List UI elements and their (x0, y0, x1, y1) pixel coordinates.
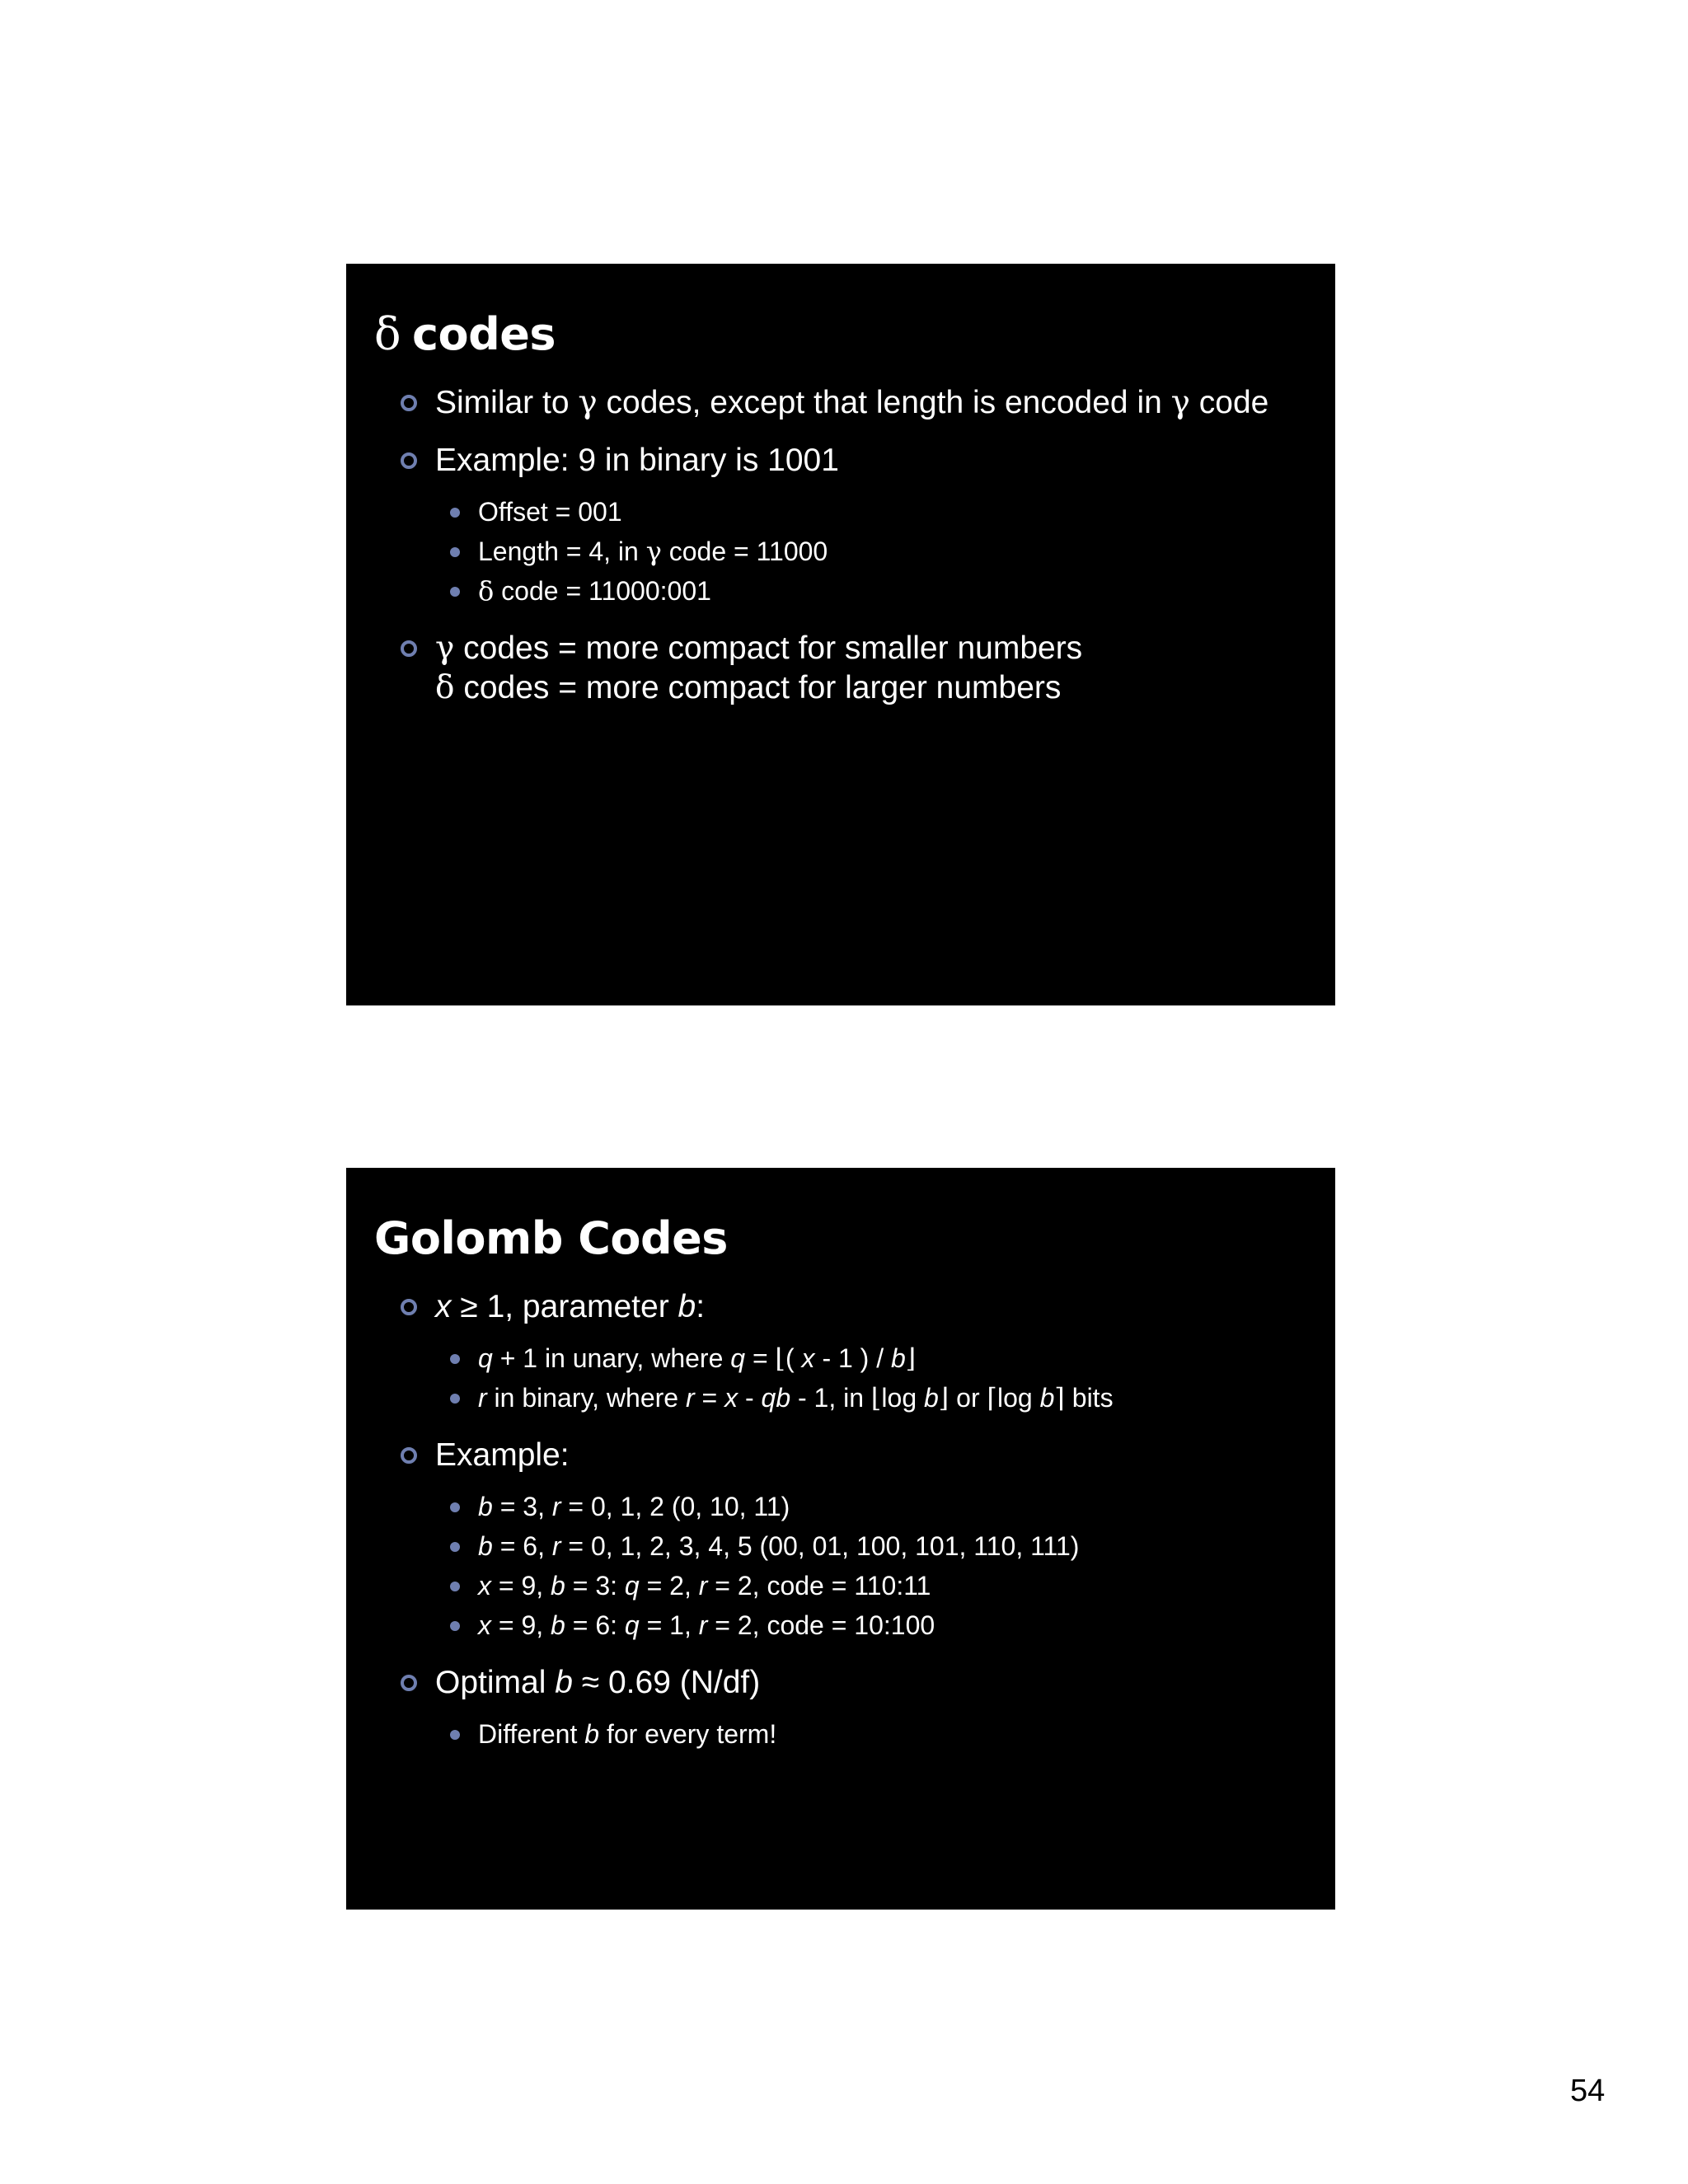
text: Example: 9 in binary is 1001 (435, 443, 839, 479)
text: Example: (435, 1437, 570, 1474)
circle-bullet-icon (401, 1299, 417, 1315)
dot-bullet-icon (450, 1730, 460, 1740)
var-b: b (478, 1492, 493, 1522)
page-number: 54 (1570, 2074, 1606, 2108)
slide-title (374, 309, 1335, 360)
var-x: x (478, 1610, 491, 1641)
var-b: b (678, 1289, 696, 1325)
var-r: r (698, 1610, 708, 1641)
text: = 6, (492, 1531, 552, 1562)
text: - 1, in (790, 1383, 871, 1413)
bullet-example (374, 441, 1335, 611)
sub-bullet-list (435, 492, 1335, 611)
text: = 3, (492, 1492, 552, 1522)
bullet-parameter (374, 1287, 1335, 1418)
sub-bullet-delta-code (374, 571, 1335, 611)
text: = 1, (639, 1610, 699, 1641)
gamma-symbol: γ (1170, 384, 1190, 422)
title-text: codes (412, 308, 556, 360)
text: Similar to (435, 385, 579, 421)
delta-symbol: δ (374, 308, 401, 360)
text: ≈ 0.69 (N/df) (572, 1665, 761, 1701)
text: = 2, code = 110:11 (707, 1571, 931, 1601)
circle-bullet-icon (401, 395, 417, 411)
circle-bullet-icon (401, 1447, 417, 1464)
text: = (694, 1383, 725, 1413)
text: for every term! (599, 1719, 777, 1750)
text: = 2, (639, 1571, 699, 1601)
var-b: b (1039, 1383, 1055, 1413)
slide-title: Golomb Codes (374, 1212, 728, 1264)
circle-bullet-icon (401, 640, 417, 657)
text: Length = 4, in (478, 537, 646, 567)
var-x: x (801, 1343, 815, 1374)
dot-bullet-icon (450, 1354, 460, 1364)
text: log (881, 1383, 924, 1413)
text: = 9, (491, 1610, 551, 1641)
text: code = 11000:001 (494, 576, 711, 607)
circle-bullet-icon (401, 452, 417, 469)
var-q: q (730, 1343, 746, 1374)
text: code (1189, 385, 1269, 421)
text: = 3: (565, 1571, 625, 1601)
floor-left-symbol: ⌊ (870, 1382, 882, 1414)
text: : (696, 1289, 706, 1325)
var-qb: qb (761, 1383, 791, 1413)
dot-bullet-icon (450, 1542, 460, 1552)
text: + 1 in unary, where (492, 1343, 731, 1374)
text: Offset = 001 (478, 497, 622, 527)
dot-bullet-icon (450, 1621, 460, 1631)
text: log (997, 1383, 1040, 1413)
sub-bullet-example-2 (374, 1526, 1335, 1566)
text: ( (785, 1343, 802, 1374)
text: = 6: (565, 1610, 625, 1641)
var-r: r (478, 1383, 487, 1413)
sub-bullet-unary (374, 1338, 1335, 1378)
var-b: b (551, 1571, 565, 1601)
var-b: b (478, 1531, 493, 1562)
var-b: b (551, 1610, 565, 1641)
sub-bullet-length (374, 532, 1335, 571)
comparison-line-1 (435, 629, 1335, 668)
dot-bullet-icon (450, 1582, 460, 1591)
sub-bullet-list (435, 1487, 1335, 1645)
sub-bullet-list (435, 1338, 1335, 1418)
bullet-list (374, 1287, 1335, 1754)
var-x: x (724, 1383, 738, 1413)
bullet-comparison (374, 629, 1335, 708)
dot-bullet-icon (450, 547, 460, 557)
dot-bullet-icon (450, 1502, 460, 1512)
text: Optimal (435, 1665, 556, 1701)
var-b: b (584, 1719, 600, 1750)
text: bits (1064, 1383, 1114, 1413)
gamma-symbol: γ (435, 630, 455, 668)
var-x: x (435, 1289, 452, 1325)
sub-bullet-different-b (374, 1714, 1335, 1754)
ceil-left-symbol: ⌈ (987, 1382, 997, 1414)
sub-bullet-example-4 (374, 1605, 1335, 1645)
text: = 2, code = 10:100 (707, 1610, 935, 1641)
dot-bullet-icon (450, 587, 460, 597)
var-r: r (551, 1531, 561, 1562)
var-b: b (924, 1383, 939, 1413)
slide-golomb-codes (346, 1168, 1335, 1910)
ceil-right-symbol: ⌉ (1054, 1382, 1065, 1414)
var-q: q (478, 1343, 493, 1374)
circle-bullet-icon (401, 1675, 417, 1691)
var-r: r (698, 1571, 708, 1601)
text: = 9, (491, 1571, 551, 1601)
delta-symbol: δ (478, 575, 495, 607)
bullet-similar (374, 383, 1335, 423)
sub-bullet-binary (374, 1378, 1335, 1418)
floor-left-symbol: ⌊ (775, 1343, 785, 1375)
text: = 0, 1, 2, 3, 4, 5 (00, 01, 100, 101, 110, 111) (560, 1531, 1080, 1562)
text: ≥ 1, parameter (451, 1289, 678, 1325)
text: = (745, 1343, 776, 1374)
bullet-example (374, 1436, 1335, 1645)
gamma-symbol: γ (645, 536, 662, 568)
sub-bullet-example-1 (374, 1487, 1335, 1526)
comparison-line-2 (435, 668, 1335, 708)
bullet-list (374, 383, 1335, 708)
sub-bullet-list (435, 1714, 1335, 1754)
text: codes, except that length is encoded in (597, 385, 1171, 421)
sub-bullet-offset (374, 492, 1335, 532)
floor-right-symbol: ⌋ (938, 1382, 950, 1414)
text: = 0, 1, 2 (0, 10, 11) (560, 1492, 790, 1522)
text: codes = more compact for smaller numbers (454, 630, 1083, 667)
text: - (738, 1383, 762, 1413)
slide-delta-codes (346, 264, 1335, 1005)
var-r: r (685, 1383, 695, 1413)
text: in binary, where (486, 1383, 686, 1413)
var-q: q (624, 1571, 640, 1601)
dot-bullet-icon (450, 508, 460, 518)
delta-symbol: δ (435, 669, 455, 707)
var-b: b (891, 1343, 906, 1374)
var-r: r (551, 1492, 561, 1522)
bullet-optimal (374, 1663, 1335, 1754)
text: - 1 ) / (814, 1343, 891, 1374)
dot-bullet-icon (450, 1394, 460, 1404)
var-x: x (478, 1571, 491, 1601)
gamma-symbol: γ (578, 384, 598, 422)
text: or (949, 1383, 987, 1413)
text: codes = more compact for larger numbers (454, 670, 1062, 706)
text: Different (478, 1719, 585, 1750)
var-b: b (555, 1665, 573, 1701)
floor-right-symbol: ⌋ (905, 1343, 917, 1375)
text: code = 11000 (661, 537, 828, 567)
var-q: q (624, 1610, 640, 1641)
sub-bullet-example-3 (374, 1566, 1335, 1605)
